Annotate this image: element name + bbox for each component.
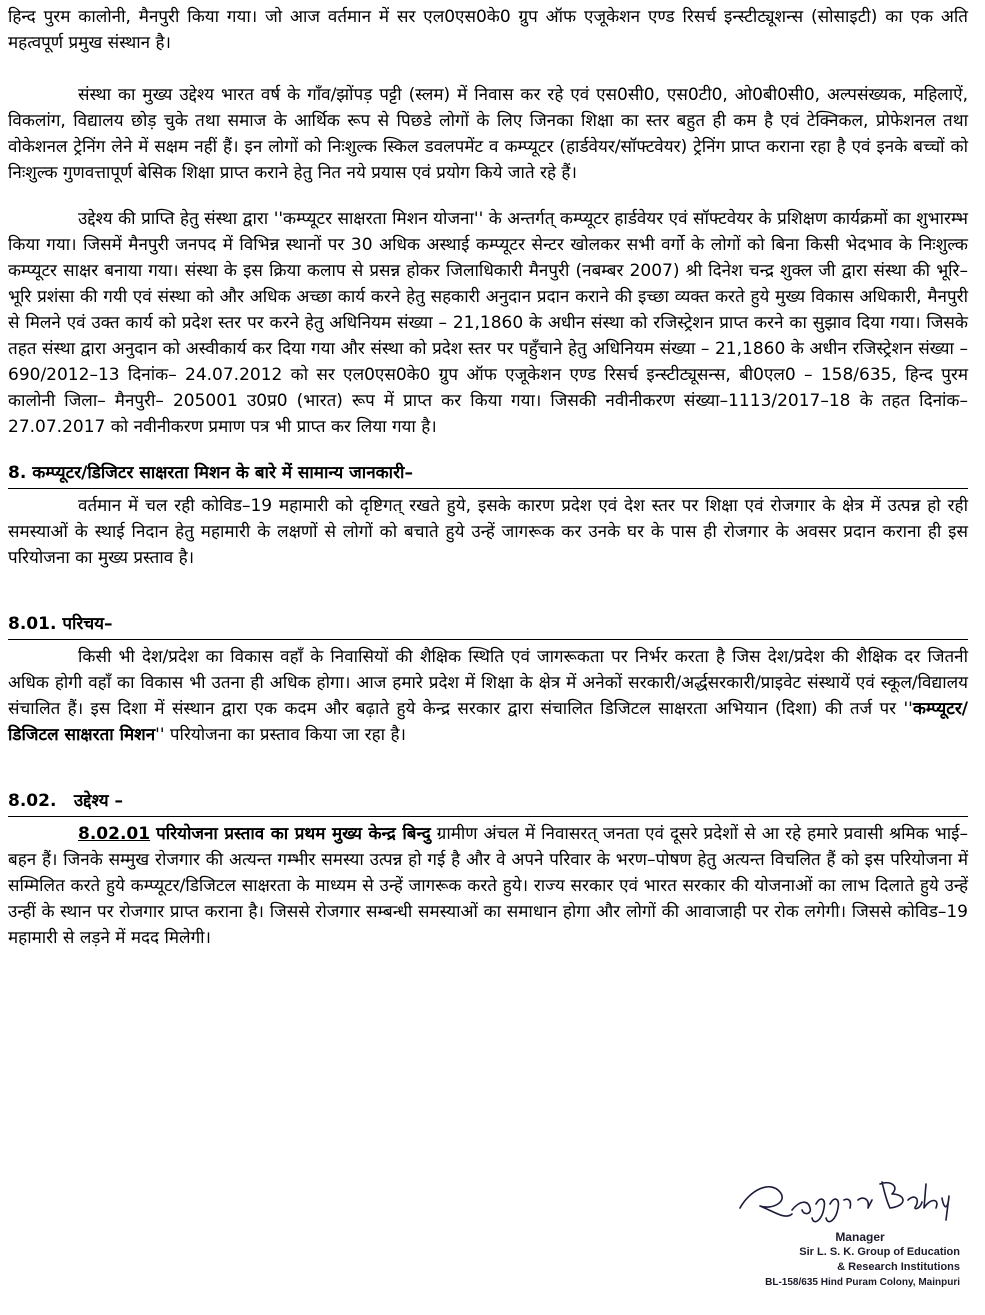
stamp-org-line-1: Sir L. S. K. Group of Education: [799, 1246, 960, 1258]
intro-paragraph-3: उद्देश्य की प्राप्ति हेतु संस्था द्वारा ''कम्प्यूटर साक्षरता मिशन योजना'' के अन्तर्गत् कम्प्यूटर हार्डवेयर एवं सॉफ्टवेयर के प्रशिक्षण कार्यक्रमों का शुभारम्भ किया गया। जिसमें मैनपुरी जनपद में विभिन्न स्थानों पर 30 अधिक अस्थाई कम्प्यूटर सेन्टर खोलकर सभी वर्गो के लोगों को बिना किसी भेदभाव के निःशुल्क कम्प्यूटर साक्षर बनाया गया। संस्था के इस क्रिया कलाप से प्रसन्न होकर जिलाधिकारी मैनपुरी (नबम्बर 2007) श्री दिनेश चन्द्र शुक्ल जी द्वारा संस्था की भूरि–भूरि प्रशंसा की गयी एवं संस्था को और अधिक अच्छा कार्य करने हेतु सहकारी अनुदान प्रदान कराने की इच्छा व्यक्त करते हुये मुख्य विकास अधिकारी, मैनपुरी से मिलने एवं उक्त कार्य को प्रदेश स्तर पर करने हेतु अधिनियम संख्या – 21,1860 के अधीन संस्था को रजिस्ट्रेशन प्राप्त करने का सुझाव दिया गया। जिसके तहत संस्था द्वारा अनुदान को अस्वीकार्य कर दिया गया और संस्था को प्रदेश स्तर पर पहुँचाने हेतु अधिनियम संख्या – 21,1860 के अधीन रजिस्ट्रेशन संख्या – 690/2012–13 दिनांक– 24.07.2012 को सर एल0एस0के0 ग्रुप ऑफ एजूकेशन एण्ड रिसर्च इन्स्टीट्यूसन्स, बी0एल0 – 158/635, हिन्द पुरम कालोनी जिला– मैनपुरी– 205001 उ0प्र0 (भारत) रूप में प्राप्त कर किया गया। जिसकी नवीनीकरण संख्या–1113/2017–18 के तहत दिनांक–27.07.2017 को नवीनीकरण प्रमाण पत्र भी प्राप्त कर लिया गया है।: [8, 209, 968, 437]
stamp-org-line-2: & Research Institutions: [837, 1261, 960, 1273]
stamp-role: Manager: [835, 1230, 885, 1244]
section-8-02-heading: [8, 788, 968, 817]
section-8-01-body: [8, 644, 968, 748]
section-8-heading: 8. कम्प्यूटर/डिजिटर साक्षरता मिशन के बारे में सामान्य जानकारी–: [8, 460, 968, 489]
section-8-02-number: 8.02.: [8, 791, 57, 811]
point-body: ग्रामीण अंचल में निवासरत् जनता एवं दूसरे प्रदेशों से आ रहे हमारे प्रवासी श्रमिक भाई–बहन हैं। जिनके सम्मुख रोजगार की अत्यन्त गम्भीर समस्या उत्पन्न हो गई है और वे अपने परिवार के भरण–पोषण हेतु अत्यन्त विचलित हैं को इस परियोजना में सम्मिलित करते हुये कम्प्यूटर/डिजिटल साक्षरता के माध्यम से उन्हें जागरूक करते हुये। राज्य सरकार एवं भारत सरकार की योजनाओं का लाभ दिलाते हुये उन्हें उन्हीं के स्थान पर रोजगार प्राप्त कराना है। जिससे रोजगार सम्बन्धी समस्याओं का समाधान होगा और लोगों की आवाजाही पर रोक लगेगी। जिससे कोविड–19 महामारी से लड़ने में मदद मिलेगी।: [8, 824, 968, 948]
manager-stamp: [730, 1230, 960, 1290]
section-8-02-body: [8, 821, 968, 951]
intro-paragraph-2: संस्था का मुख्य उद्देश्य भारत वर्ष के गाँव/झोंपड़ पट्टी (स्लम) में निवास कर रहे एवं एस0सी0, एस0टी0, ओ0बी0सी0, अल्पसंख्यक, महिलाऐं, विकलांग, विद्यालय छोड़ चुके तथा समाज के आर्थिक रूप से पिछडे लोगों के लिए जिनका शिक्षा का स्तर बहुत ही कम है एवं टेक्निकल, प्रोफेशनल तथा वोकेशनल ट्रेनिंग लेने में सक्षम नहीं हैं। इन लोगों को निःशुल्क स्किल डवलपमेंट व कम्प्यूटर (हार्डवेयर/सॉफ्टवेयर) ट्रेनिंग प्राप्त कराना रहा है एवं इनके बच्चों को निःशुल्क गुणवत्तापूर्ण बेसिक शिक्षा प्राप्त कराने हेतु नित नये प्रयास एवं प्रयोग किये जाते रहे हैं।: [8, 85, 968, 183]
stamp-address: BL-158/635 Hind Puram Colony, Mainpuri: [765, 1277, 960, 1288]
handwritten-signature: [730, 1170, 950, 1230]
point-title: परियोजना प्रस्ताव का प्रथम मुख्य केन्द्र बिन्दु: [156, 824, 431, 844]
section-8-01-body-end: '' परियोजना का प्रस्ताव किया जा रहा है।: [155, 725, 406, 745]
mission-name: कम्प्यूटर/डिजिटल साक्षरता मिशन: [8, 699, 968, 745]
section-8-01-body-start: किसी भी देश/प्रदेश का विकास वहाँ के निवासियों की शैक्षिक स्थिति एवं जागरूकता पर निर्भर करता है जिस देश/प्रदेश की शैक्षिक दर जितनी अधिक होगी वहाँ का विकास भी उतना ही अधिक होगा। आज हमारे प्रदेश में शिक्षा के क्षेत्र में अनेकों सरकारी/अर्द्धसरकारी/प्राइवेट संस्थायें एवं स्कूल/विद्यालय संचालित हैं। इस दिशा में संस्थान द्वारा एक कदम और बढ़ाते हुये केन्द्र सरकार द्वारा संचालित डिजिटल साक्षरता अभियान (दिशा) की तर्ज पर '': [8, 647, 968, 719]
section-8-body: वर्तमान में चल रही कोविड–19 महामारी को दृष्टिगत् रखते हुये, इसके कारण प्रदेश एवं देश स्तर पर शिक्षा एवं रोजगार के क्षेत्र में उत्पन्न हो रही समस्याओं के स्थाई निदान हेतु महामारी के लक्षणों से लोगों को बचाते हुये उन्हें जागरूक कर उनके घर के पास ही रोजगार के अवसर प्रदान कराना ही इस परियोजना का मुख्य प्रस्ताव है।: [8, 496, 968, 568]
point-number: 8.02.01: [78, 824, 151, 844]
intro-paragraph-1: हिन्द पुरम कालोनी, मैनपुरी किया गया। जो आज वर्तमान में सर एल0एस0के0 ग्रुप ऑफ एजूकेशन एण्ड रिसर्च इन्स्टीट्यूशन्स (सोसाइटी) का एक अति महत्वपूर्ण प्रमुख संस्थान है।: [8, 7, 968, 53]
document-page: [8, 0, 968, 951]
signature-block: [700, 1170, 970, 1310]
section-8-02-title: उद्देश्य –: [73, 791, 123, 811]
section-8-01-heading: 8.01. परिचय–: [8, 611, 968, 640]
